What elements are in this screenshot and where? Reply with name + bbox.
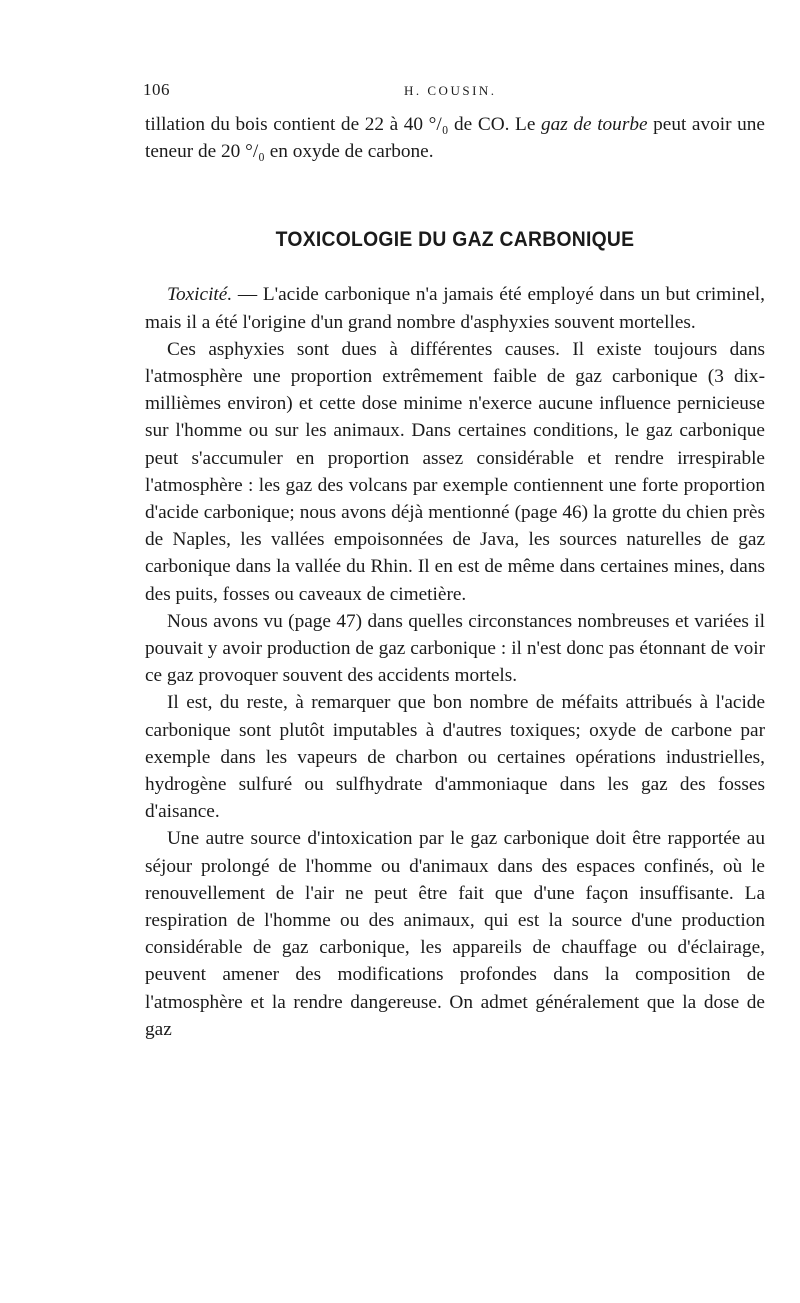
- page-body: [145, 111, 765, 1043]
- paragraph-circonstances: Nous avons vu (page 47) dans quelles circonstances nombreuses et variées il pouvait y avoir production de gaz carbonique : il n'est donc pas étonnant de voir ce gaz provoquer souvent des accidents mortels.: [145, 610, 765, 687]
- intro-text-end: peut avoir une teneur de 20 °/₀ en oxyde de carbone.: [145, 114, 765, 163]
- paragraph-mefaits: Il est, du reste, à remarquer que bon nombre de méfaits attribués à l'acide carbonique sont plutôt imputables à d'autres toxiques; oxyde de carbone par exemple dans les vapeurs de charbon ou certaines opérations industrielles, hydrogène sulfuré ou sulfhydrate d'ammoniaque dans les gaz des fosses d'aisance.: [145, 692, 765, 823]
- running-head: H. COUSIN.: [404, 83, 497, 98]
- section-title: TOXICOLOGIE DU GAZ CARBONIQUE: [275, 228, 635, 252]
- paragraph-label: Toxicité.: [167, 284, 233, 306]
- intro-paragraph: [145, 111, 765, 165]
- intro-italic-term: gaz de tourbe: [541, 114, 648, 135]
- intro-text-start: tillation du bois contient de 22 à 40 °/₀ de CO. Le: [145, 114, 541, 135]
- paragraph-causes: Ces asphyxies sont dues à différentes causes. Il existe toujours dans l'atmosphère une proportion extrêmement faible de gaz carbonique (3 dix-millièmes environ) et cette dose minime n'exerce aucune influence pernicieuse sur l'homme ou sur les animaux. Dans certaines conditions, le gaz carbonique peut s'accumuler en proportion assez considérable et rendre irrespirable l'atmosphère : les gaz des volcans par exemple contiennent une forte proportion d'acide carbonique; nous avons déjà mentionné (page 46) la grotte du chien près de Naples, les vallées empoisonnées de Java, les sources naturelles de gaz carbonique dans la vallée du Rhin. Il en est de même dans certaines mines, dans des puits, fosses ou caveaux de cimetière.: [145, 338, 765, 605]
- page-number: 106: [143, 80, 170, 99]
- paragraph-toxicite: [145, 281, 765, 335]
- page-header: [0, 80, 800, 104]
- paragraph-espaces-confines: Une autre source d'intoxication par le gaz carbonique doit être rapportée au séjour prolongé de l'homme ou d'animaux dans des espaces confinés, où le renouvellement de l'air ne peut être fait que d'une façon insuffisante. La respiration de l'homme ou des animaux, qui est la source d'une production considérable de gaz carbonique, les appareils de chauffage ou d'éclairage, peuvent amener des modifications profondes dans la composition de l'atmosphère et la rendre dangereuse. On admet généralement que la dose de gaz: [145, 828, 765, 1040]
- paragraph-text: — L'acide carbonique n'a jamais été employé dans un but criminel, mais il a été l'origine d'un grand nombre d'asphyxies souvent mortelles.: [145, 284, 765, 333]
